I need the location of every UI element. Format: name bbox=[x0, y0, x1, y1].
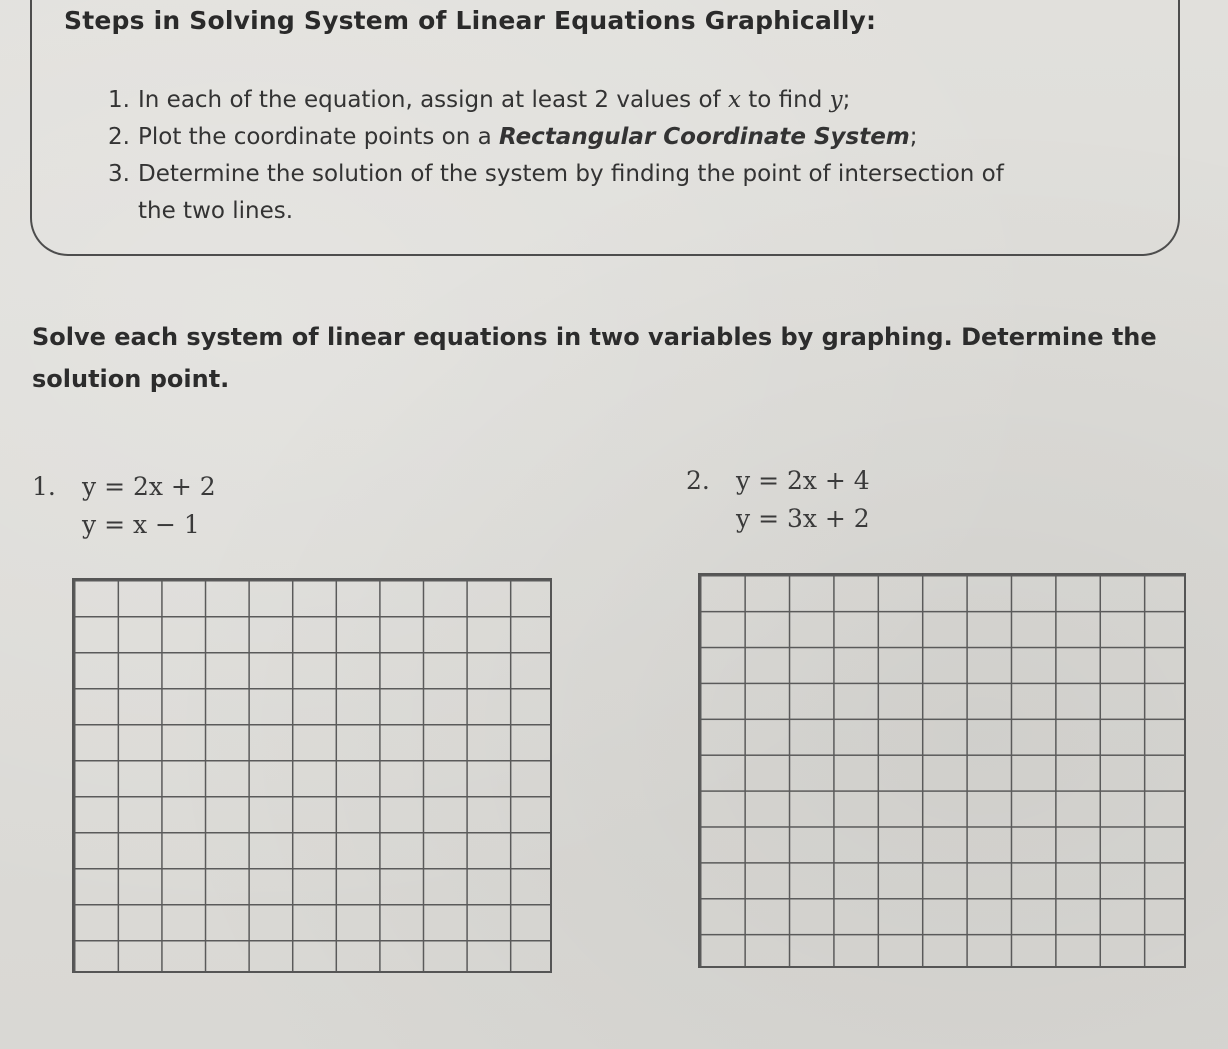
step-number: 1. bbox=[108, 87, 130, 113]
variable-x: x bbox=[727, 87, 741, 113]
step-number: 3. bbox=[108, 161, 130, 187]
variable-y: y bbox=[829, 87, 843, 113]
step-text: to find bbox=[740, 87, 830, 113]
steps-list bbox=[108, 82, 1108, 230]
instruction-text: Solve each system of linear equations in two variables by graphing. Determine the solution point. bbox=[32, 323, 1157, 393]
steps-title: Steps in Solving System of Linear Equations Graphically: bbox=[64, 6, 877, 35]
equation-2: y = 3x + 2 bbox=[736, 504, 870, 533]
equation-2: y = x − 1 bbox=[82, 510, 200, 539]
step-text: ; bbox=[842, 87, 851, 113]
rectangular-coordinate-system-term: Rectangular Coordinate System bbox=[499, 124, 910, 150]
step-text: Plot the coordinate points on a bbox=[138, 124, 500, 150]
step-item-1 bbox=[108, 82, 1108, 119]
step-item-3 bbox=[108, 156, 1108, 193]
step-text: In each of the equation, assign at least 2 values of bbox=[138, 87, 728, 113]
problem-1 bbox=[32, 468, 332, 548]
step-text: the two lines. bbox=[138, 198, 294, 224]
problem-number: 2. bbox=[686, 466, 710, 495]
step-number: 2. bbox=[108, 124, 130, 150]
step-text: ; bbox=[909, 124, 918, 150]
equation-1: y = 2x + 2 bbox=[82, 472, 216, 501]
step-item-2 bbox=[108, 119, 1108, 156]
problem-number: 1. bbox=[32, 472, 56, 501]
graph-grid-2 bbox=[698, 573, 1186, 968]
problem-2 bbox=[686, 462, 986, 542]
equation-1: y = 2x + 4 bbox=[736, 466, 870, 495]
step-item-3-continuation bbox=[108, 193, 1108, 230]
graph-grid-1 bbox=[72, 578, 552, 973]
step-text: Determine the solution of the system by finding the point of intersection of bbox=[138, 161, 1004, 187]
